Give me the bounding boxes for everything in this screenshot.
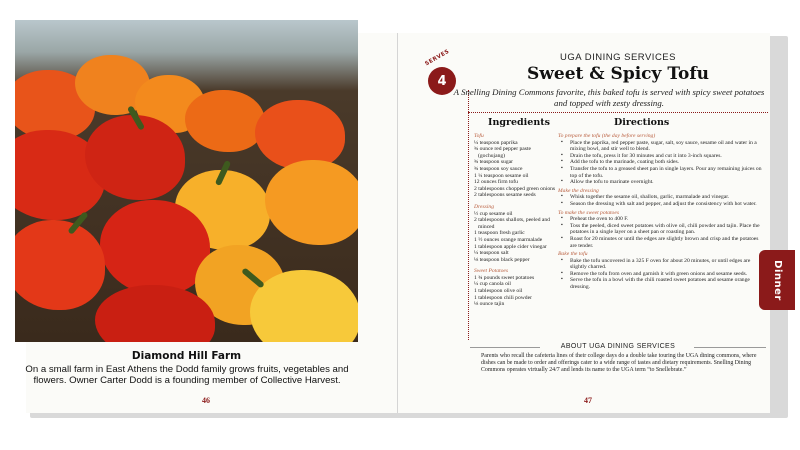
direction-section-label: Bake the tofu (558, 251, 588, 258)
direction-section-label: To prepare the tofu (the day before serving) (558, 133, 656, 139)
direction-step: ▪ Drain the tofu, press it for 30 minutes and cut it into 3-inch squares. (558, 153, 766, 160)
about-rule-right (694, 347, 766, 348)
direction-step: ▪ Add the tofu to the marinade, coating both sides. (558, 159, 766, 166)
about-text: Parents who recall the cafeteria lines of their college days do a double take touring the UGA dining commons, where dishes can be made to order and offerings cater to a wide range of tastes and dietary requirements. Snelling Dining Commons operates virtually 24/7 and lends its name to the UGA term “to Snellebrate.” (481, 353, 757, 374)
page-number-left: 46 (202, 396, 210, 405)
photo-caption-title: Diamond Hill Farm (131, 350, 242, 362)
ingredient-item: ¼ teaspoon paprika (474, 139, 518, 146)
ingredient-item: 12 ounces firm tofu (474, 179, 518, 186)
tab-label: Dinner (771, 259, 783, 301)
ingredient-item: 1 tablespoon apple cider vinegar (474, 243, 547, 250)
ingredient-item: ¾ teaspoon soy sauce (474, 165, 523, 172)
ingredient-item: 2 tablespoons chopped green onions (474, 185, 556, 192)
peppers-photo (15, 20, 358, 342)
ingredient-section-label: Tofu (474, 133, 484, 139)
ingredient-section-label: Dressing (474, 203, 494, 210)
ingredient-item: 1 ¾ pounds sweet potatoes (474, 274, 535, 281)
ingredients-list (474, 131, 556, 308)
direction-step: ▪ Roast for 20 minutes or until the edges are slightly brown and crisp and the potatoes are tender. (558, 236, 766, 249)
serves-number: 4 (437, 73, 447, 89)
direction-section-label: Make the dressing (558, 187, 599, 194)
direction-step: ▪ Season the dressing with salt and pepper, and adjust the consistency with hot water. (558, 201, 766, 208)
ingredient-item: ¾ ounce red pepper paste (gochujang) (474, 146, 531, 159)
direction-step: ▪ Bake the tofu uncovered in a 325 F oven for about 20 minutes, or until edges are slightly charred. (558, 258, 766, 271)
direction-step: ▪ Serve the tofu in a bowl with the chili roasted sweet potatoes and sesame orange dressing. (558, 277, 766, 290)
ingredient-item: 1 tablespoon olive oil (474, 288, 523, 295)
direction-step: ▪ Transfer the tofu to a greased sheet pan in single layers. Pour any remaining juices on top of the tofu. (558, 166, 766, 179)
ingredient-section-label: Sweet Potatoes (474, 268, 509, 275)
recipe-subtitle: A Snelling Dining Commons favorite, this baked tofu is served with spicy sweet potatoes and topped with zesty dressing. (453, 87, 765, 108)
about-heading: ABOUT UGA DINING SERVICES (560, 343, 676, 350)
direction-step: ▪ Toss the peeled, diced sweet potatoes with olive oil, chili powder and tajin. Place the potatoes in a single layer on a sheet pan or roasting pan. (558, 223, 766, 236)
recipe-title: Sweet & Spicy Tofu (526, 64, 710, 84)
direction-step: ▪ Preheat the oven to 400 F. (558, 216, 766, 223)
ingredients-heading: Ingredients (488, 117, 550, 128)
directions-heading: Directions (614, 117, 670, 128)
ingredient-item: ½ cup sesame oil (474, 210, 513, 217)
ingredient-item: ⅛ ounce tajin (474, 301, 505, 308)
organization-name: UGA DINING SERVICES (560, 52, 676, 63)
directions-list (558, 131, 766, 291)
direction-step: ▪ Whisk together the sesame oil, shallots, garlic, marmalade and vinegar. (558, 194, 766, 201)
ingredient-item: ¼ teaspoon salt (474, 250, 509, 257)
ingredient-item: 1 teaspoon fresh garlic (474, 230, 525, 237)
section-tab-dinner[interactable] (759, 250, 795, 310)
ingredient-item: 2 tablespoons shallots, peeled and minced (474, 217, 550, 230)
ingredient-item: 2 tablespoons sesame seeds (474, 192, 536, 199)
direction-section-label: To make the sweet potatoes (558, 209, 620, 216)
dotted-divider-horizontal (468, 112, 768, 113)
direction-step: ▪ Place the paprika, red pepper paste, sugar, salt, soy sauce, sesame oil and water in a mixing bowl, and stir well to blend. (558, 140, 766, 153)
direction-step: ▪ Remove the tofu from oven and garnish it with green onions and sesame seeds. (558, 271, 766, 278)
ingredient-item: ¾ teaspoon sugar (474, 159, 513, 166)
dotted-divider-vertical (468, 90, 469, 340)
ingredient-item: 1 ¼ teaspoon sesame oil (474, 172, 529, 179)
ingredient-item: 1 tablespoon chili powder (474, 294, 532, 301)
serves-label: SERVES (424, 48, 451, 68)
direction-step: ▪ Allow the tofu to marinate overnight. (558, 179, 766, 186)
photo-caption-text: On a small farm in East Athens the Dodd family grows fruits, vegetables and flowers. Owner Carter Dodd is a founding member of Collective Harvest. (25, 364, 349, 386)
page-number-right: 47 (584, 396, 592, 405)
ingredient-item: 1 ½ ounces orange marmalade (474, 236, 543, 243)
ingredient-item: ¼ cup canola oil (474, 281, 511, 288)
ingredient-item: ⅛ teaspoon black pepper (474, 256, 530, 263)
